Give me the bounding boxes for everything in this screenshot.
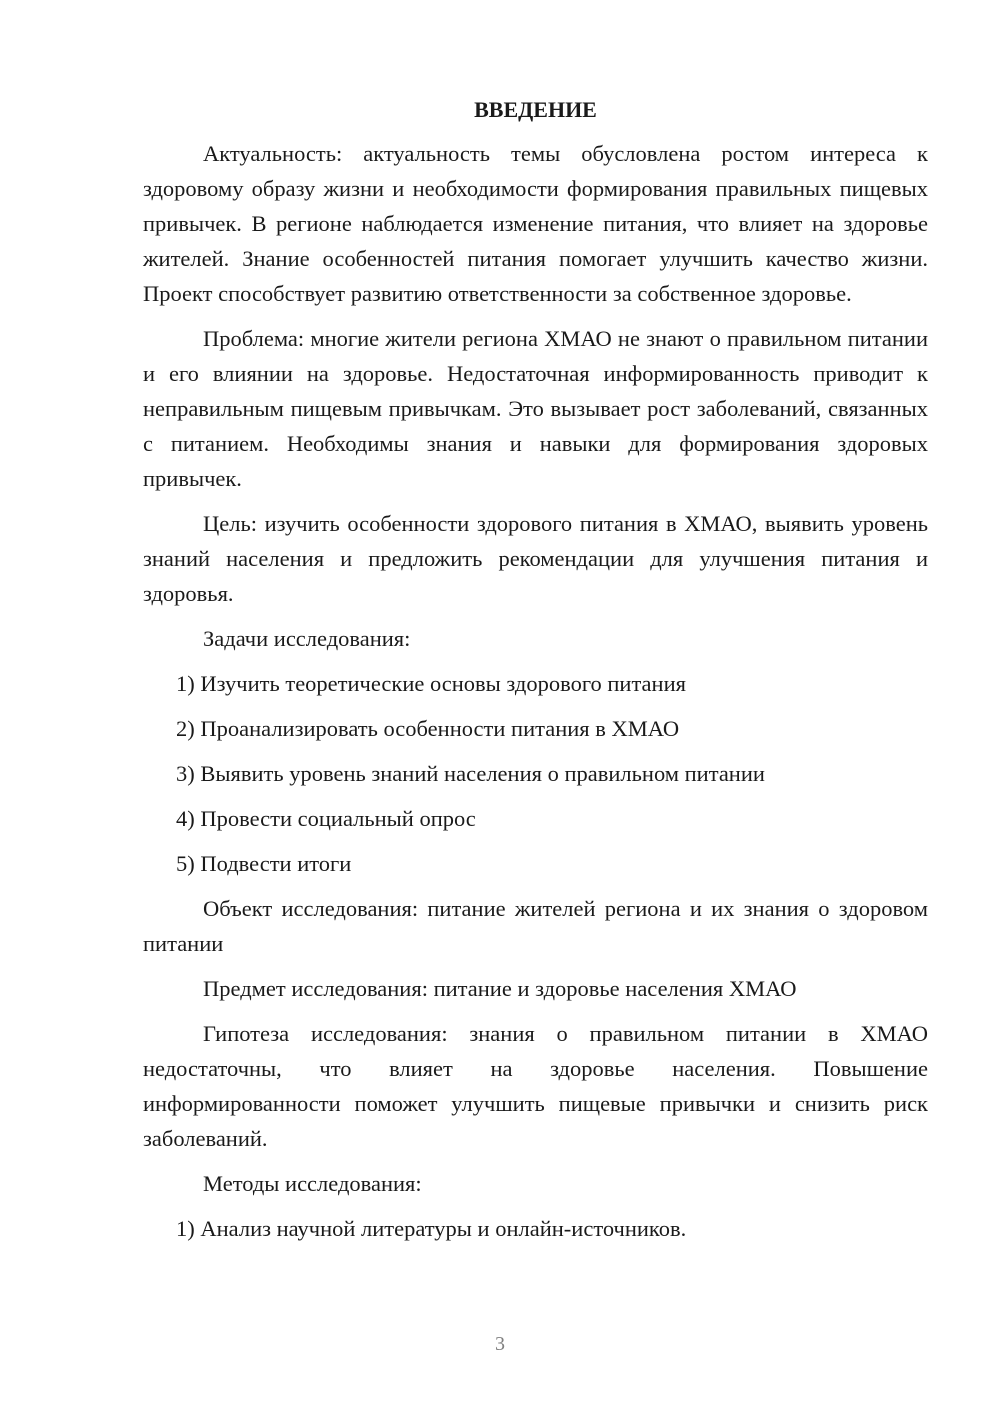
task-item: 2) Проанализировать особенности питания в ХМАО (176, 716, 680, 741)
page-number: 3 (495, 1333, 505, 1355)
task-item: 4) Провести социальный опрос (176, 806, 476, 831)
relevance-paragraph: Актуальность: актуальность темы обусловлена ростом интереса к здоровому образу жизни и необходимости формирования правильных пищевых привычек. В регионе наблюдается изменение питания, что влияет на здоровье жителей. Знание особенностей питания помогает улучшить качество жизни. Проект способствует развитию ответственности за собственное здоровье. (143, 141, 928, 306)
document-page (143, 92, 928, 1256)
object-paragraph: Объект исследования: питание жителей региона и их знания о здоровом питании (143, 896, 928, 956)
subject-paragraph: Предмет исследования: питание и здоровье населения ХМАО (203, 976, 797, 1001)
methods-list (143, 1211, 928, 1246)
method-item: 1) Анализ научной литературы и онлайн-источников. (176, 1216, 687, 1241)
task-item: 3) Выявить уровень знаний населения о правильном питании (176, 761, 765, 786)
goal-paragraph: Цель: изучить особенности здорового питания в ХМАО, выявить уровень знаний населения и предложить рекомендации для улучшения питания и здоровья. (143, 511, 928, 606)
methods-heading: Методы исследования: (203, 1171, 422, 1196)
tasks-heading: Задачи исследования: (203, 626, 411, 651)
task-item: 5) Подвести итоги (176, 851, 352, 876)
task-item: 1) Изучить теоретические основы здорового питания (176, 671, 686, 696)
hypothesis-paragraph: Гипотеза исследования: знания о правильном питании в ХМАО недостаточны, что влияет на здоровье населения. Повышение информированности поможет улучшить пищевые привычки и снизить риск заболеваний. (143, 1021, 928, 1151)
tasks-list (143, 666, 928, 881)
problem-paragraph: Проблема: многие жители региона ХМАО не знают о правильном питании и его влиянии на здоровье. Недостаточная информированность приводит к неправильным пищевым привычкам. Это вызывает рост заболеваний, связанных с питанием. Необходимы знания и навыки для формирования здоровых привычек. (143, 326, 928, 491)
section-title: ВВЕДЕНИЕ (474, 97, 597, 122)
